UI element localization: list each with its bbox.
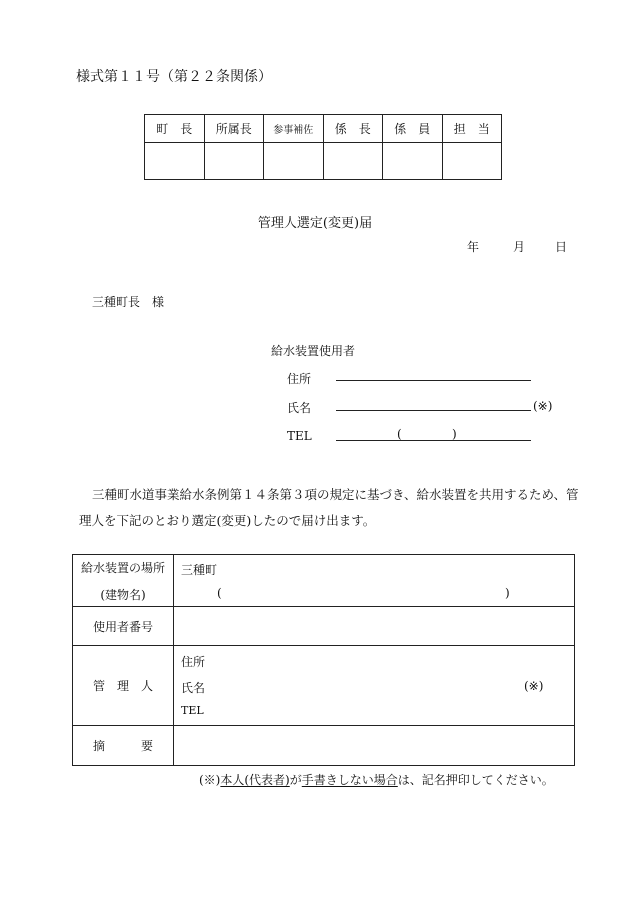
approval-header-assistant-counselor: 参事補佐	[264, 115, 324, 143]
date-month-label: 月	[513, 240, 526, 254]
document-title: 管理人選定(変更)届	[257, 216, 373, 231]
tel-paren-close: )	[452, 427, 457, 441]
manager-name-label: 氏名	[181, 681, 206, 695]
user-number-field[interactable]	[174, 607, 575, 646]
manager-name-mark: (※)	[524, 679, 544, 693]
applicant-name-mark: (※)	[533, 399, 553, 413]
remarks-label: 摘 要	[73, 726, 174, 766]
approval-stamp-cell[interactable]	[442, 143, 502, 180]
notification-table	[72, 554, 575, 766]
applicant-tel-label: TEL	[287, 429, 312, 443]
location-label-cell	[73, 555, 174, 607]
approval-header-mayor: 町 長	[145, 115, 205, 143]
tel-paren-open: (	[397, 427, 402, 441]
approval-stamp-cell[interactable]	[145, 143, 205, 180]
approval-header-staff: 係 員	[383, 115, 443, 143]
building-paren-open: (	[217, 586, 222, 600]
building-label: (建物名)	[100, 587, 146, 602]
footnote-prefix: (※)	[199, 773, 221, 787]
location-value: 三種町	[181, 563, 218, 577]
user-number-label: 使用者番号	[73, 607, 174, 646]
approval-stamp-table	[144, 114, 502, 180]
manager-info-cell[interactable]	[174, 646, 575, 726]
applicant-name-field[interactable]	[336, 410, 531, 411]
approval-stamp-cell[interactable]	[204, 143, 264, 180]
approval-header-in-charge: 担 当	[442, 115, 502, 143]
addressee: 三種町長 様	[92, 295, 165, 309]
location-label: 給水装置の場所	[80, 560, 165, 575]
footnote-particle: が	[289, 773, 302, 787]
applicant-tel-field[interactable]	[336, 440, 531, 441]
body-text: 三種町水道事業給水条例第１４条第３項の規定に基づき、給水装置を共用するため、管理人を下記のとおり選定(変更)したので届け出ます。	[79, 487, 579, 528]
approval-header-chief: 係 長	[323, 115, 383, 143]
remarks-field[interactable]	[174, 726, 575, 766]
building-paren-close: )	[505, 586, 510, 600]
footnote-underlined-principal: 本人(代表者)	[220, 773, 290, 787]
footnote	[199, 771, 554, 788]
location-value-cell[interactable]	[174, 555, 575, 607]
footnote-underlined-condition: 手書きしない場合	[301, 773, 398, 787]
manager-tel-label: TEL	[181, 704, 204, 717]
approval-header-department-head: 所属長	[204, 115, 264, 143]
manager-address-label: 住所	[181, 655, 206, 669]
footnote-suffix: は、記名押印してください。	[397, 773, 554, 787]
date-year-label: 年	[467, 240, 480, 254]
approval-stamp-cell[interactable]	[323, 143, 383, 180]
date-day-label: 日	[555, 240, 568, 254]
applicant-name-label: 氏名	[287, 401, 312, 415]
approval-stamp-cell[interactable]	[383, 143, 443, 180]
applicant-address-label: 住所	[287, 372, 312, 386]
applicant-section-label: 給水装置使用者	[271, 344, 356, 358]
manager-label: 管 理 人	[73, 646, 174, 726]
approval-stamp-cell[interactable]	[264, 143, 324, 180]
applicant-address-field[interactable]	[336, 380, 531, 381]
form-number: 様式第１１号（第２２条関係）	[76, 69, 272, 85]
date-line[interactable]	[467, 238, 567, 255]
